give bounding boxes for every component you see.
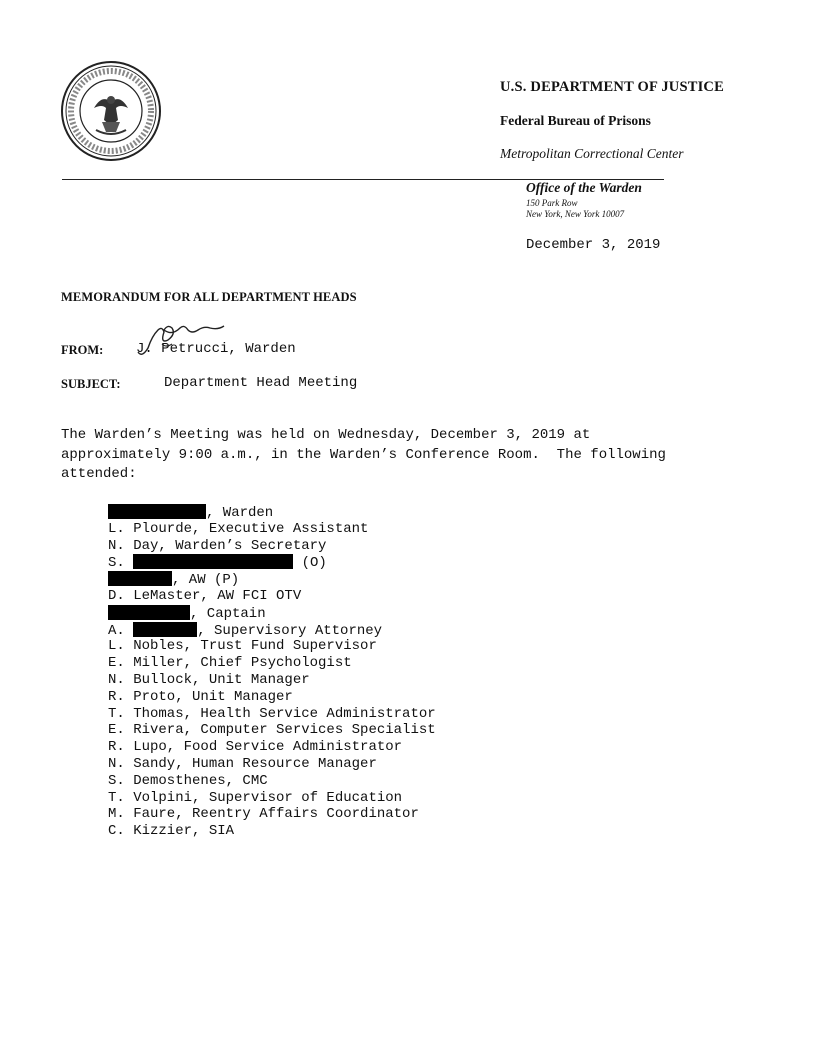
attendee-item: D. LeMaster, AW FCI OTV [108,587,302,604]
center-name: Metropolitan Correctional Center [500,146,684,161]
attendee-item: N. Bullock, Unit Manager [108,671,310,688]
attendee-item: T. Volpini, Supervisor of Education [108,789,403,806]
attendee-item: R. Lupo, Food Service Administrator [108,739,403,756]
redaction-block [133,622,197,637]
memo-title: MEMORANDUM FOR ALL DEPARTMENT HEADS [61,290,357,304]
redaction-block [108,504,206,519]
from-label: FROM: [61,343,104,357]
redaction-block [108,571,172,586]
attendee-item: R. Proto, Unit Manager [108,688,293,705]
attendee-item: E. Miller, Chief Psychologist [108,655,352,672]
attendee-list [108,504,436,840]
redaction-block [133,554,293,569]
attendee-item: S. (O) [108,555,327,572]
attendee-item: T. Thomas, Health Service Administrator [108,705,436,722]
body-paragraph: The Warden’s Meeting was held on Wednesday, December 3, 2019 at approximately 9:00 a.m., in the Warden’s Conference Room. The following attended: [61,427,666,482]
department-name: U.S. DEPARTMENT OF JUSTICE [500,79,724,95]
attendee-item: C. Kizzier, SIA [108,823,235,840]
attendee-item: A. , Supervisory Attorney [108,622,383,639]
attendee-item: N. Sandy, Human Resource Manager [108,755,377,772]
attendee-item: , Warden [108,504,436,521]
bureau-name: Federal Bureau of Prisons [500,113,651,128]
subject-label: SUBJECT: [61,377,121,391]
attendee-item: S. Demosthenes, CMC [108,772,268,789]
from-value: J. Petrucci, Warden [136,341,296,357]
attendee-item: E. Rivera, Computer Services Specialist [108,722,436,739]
signature-image [132,318,228,362]
redaction-block [108,605,190,620]
memo-date: December 3, 2019 [526,237,661,253]
attendee-item: M. Faure, Reentry Affairs Coordinator [108,806,419,823]
subject-value: Department Head Meeting [164,375,358,391]
attendee-item: , Captain [108,605,436,622]
address-city: New York, New York 10007 [526,209,625,219]
attendee-item: L. Nobles, Trust Fund Supervisor [108,638,377,655]
doj-seal-image [60,60,162,162]
attendee-item: N. Day, Warden’s Secretary [108,537,327,554]
address-street: 150 Park Row [526,198,578,208]
attendee-item: L. Plourde, Executive Assistant [108,520,369,537]
attendee-item: , AW (P) [108,571,436,588]
office-title: Office of the Warden [526,180,642,195]
